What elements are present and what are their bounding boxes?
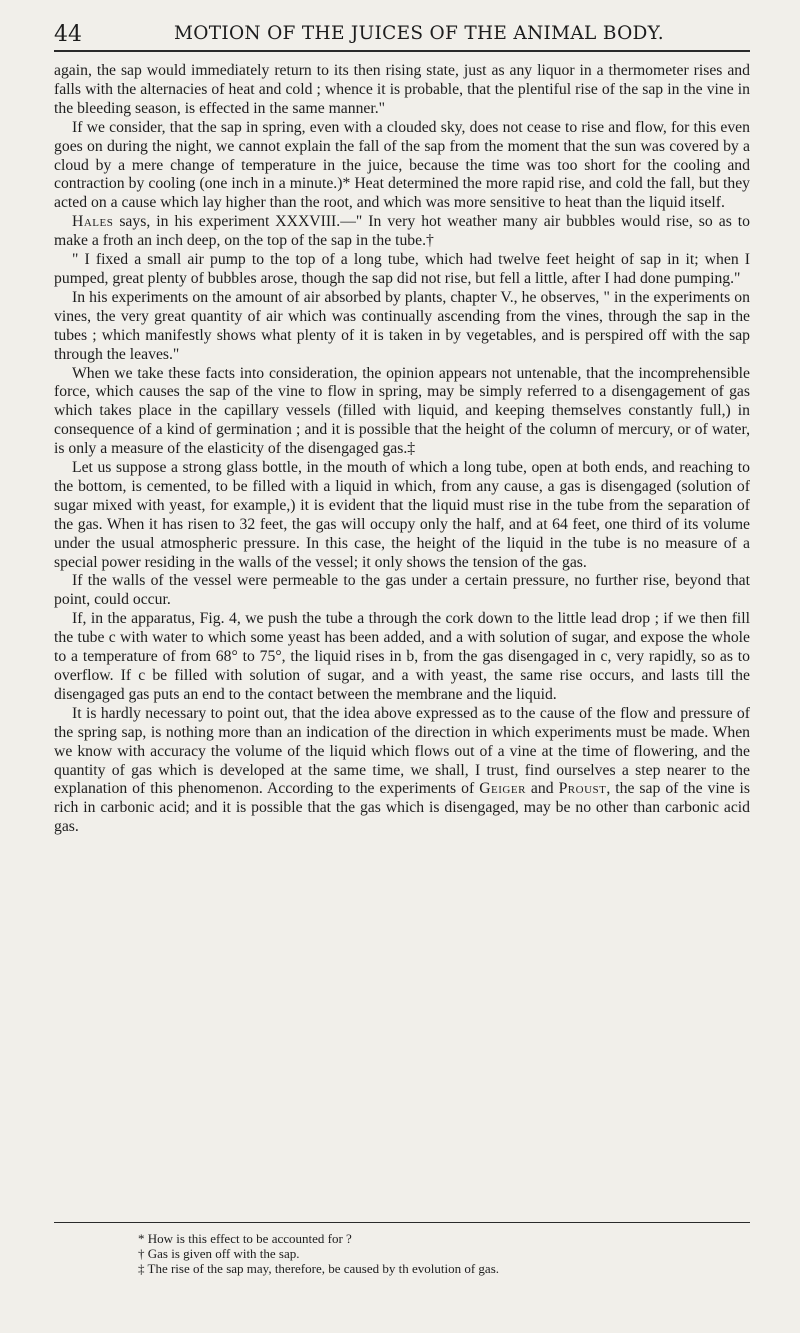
header-rule [54, 50, 750, 52]
page-number: 44 [54, 22, 82, 47]
paragraph: " I fixed a small air pump to the top of a long tube, which had twelve feet height of sap in it; when I pumped, great plenty of bubbles arose, though the sap did not rise, but fell a little, after I had done pumping." [54, 251, 750, 287]
author-name-geiger: Geiger [479, 780, 526, 798]
paragraph: again, the sap would immediately return to its then rising state, just as any liquor in a thermometer rises and falls with the alternacies of heat and cold ; whence it is probable, that the plentiful rise of the sap in the vine in the bleeding season, is effected in the same manner." [54, 62, 750, 117]
paragraph [54, 213, 750, 251]
running-title: MOTION OF THE JUICES OF THE ANIMAL BODY. [174, 23, 664, 44]
paragraph: In his experiments on the amount of air absorbed by plants, chapter V., he observes, " in the experiments on vines, the very great quantity of air which was continually ascending from the vines, through the sap in the tubes ; which manifestly shows what plenty of it is taken in by vegetables, and is perspired off with the sap through the leaves." [54, 288, 750, 363]
author-name-hales: Hales [72, 213, 114, 231]
paragraph: Let us suppose a strong glass bottle, in the mouth of which a long tube, open at both ends, and reaching to the bottom, is cemented, to be filled with a liquid in which, from any cause, a gas is disengaged (solution of sugar mixed with yeast, for example,) it is evident that the liquid must rise in the tube from the separation of the gas. When it has risen to 32 feet, the gas will occupy only the half, and at 64 feet, one third of its volume under the usual atmospheric pressure. In this case, the height of the liquid in the tube is no measure of a special power residing in the walls of the vessel; it only shows the tension of the gas. [54, 459, 750, 571]
footnotes [54, 1231, 750, 1276]
paragraph-text: and [525, 780, 559, 798]
page-header [54, 22, 750, 48]
paragraph-text: says, in his experiment XXXVIII.—" In very hot weather many air bubbles would rise, so as to make a froth an inch deep, on the top of the sap in the tube.† [54, 213, 750, 250]
footnote: † Gas is given off with the sap. [138, 1246, 300, 1261]
paragraph [54, 705, 750, 837]
paragraph: If we consider, that the sap in spring, even with a clouded sky, does not cease to rise and flow, for this even goes on during the night, we cannot explain the fall of the sap from the moment that the sun was covered by a cloud by a mere change of temperature in the juice, because the time was too short for the cooling and contraction by cooling (one inch in a minute.)* Heat determined the more rapid rise, and cold the fall, but they acted on a cause which lay higher than the root, and which was more sensitive to heat than the liquid itself. [54, 118, 750, 212]
paragraph-text: , the sap of the vine is rich in carbonic acid; and it is possible that the gas which is disengaged, may be no other than carbonic acid gas. [54, 780, 750, 836]
paragraph: When we take these facts into consideration, the opinion appears not untenable, that the incomprehensible force, which causes the sap of the vine to flow in spring, may be simply referred to a disengagement of gas which takes place in the capillary vessels (filled with liquid, and keeping themselves constantly full,) in consequence of a kind of germination ; and it is possible that the height of the column of mercury, or of water, is only a measure of the elasticity of the disengaged gas.‡ [54, 364, 750, 458]
paragraph: If, in the apparatus, Fig. 4, we push the tube a through the cork down to the little lead drop ; if we then fill the tube c with water to which some yeast has been added, and a with solution of sugar, and expose the whole to a temperature of from 68° to 75°, the liquid rises in b, from the gas disengaged in c, very rapidly, so as to overflow. If c be filled with solution of sugar, and a with yeast, the same rise occurs, and lasts till the disengaged gas puts an end to the contact between the membrane and the liquid. [54, 610, 750, 703]
footnote: ‡ The rise of the sap may, therefore, be caused by th evolution of gas. [138, 1261, 499, 1276]
paragraph: If the walls of the vessel were permeable to the gas under a certain pressure, no further rise, beyond that point, could occur. [54, 572, 750, 609]
body-text [54, 62, 750, 837]
footnote-rule [54, 1222, 750, 1223]
paragraph-text: It is hardly necessary to point out, that the idea above expressed as to the cause of the flow and pressure of the spring sap, is nothing more than an indication of the direction in which experiments must be made. When we know with accuracy the volume of the liquid which flows out of a vine at the time of flowering, and the quantity of gas which is developed at the same time, we shall, I trust, find ourselves a step nearer to the explanation of this phenomenon. According to the experiments of [54, 704, 750, 798]
footnote: * How is this effect to be accounted for ? [138, 1231, 352, 1246]
author-name-proust: Proust [558, 780, 607, 798]
